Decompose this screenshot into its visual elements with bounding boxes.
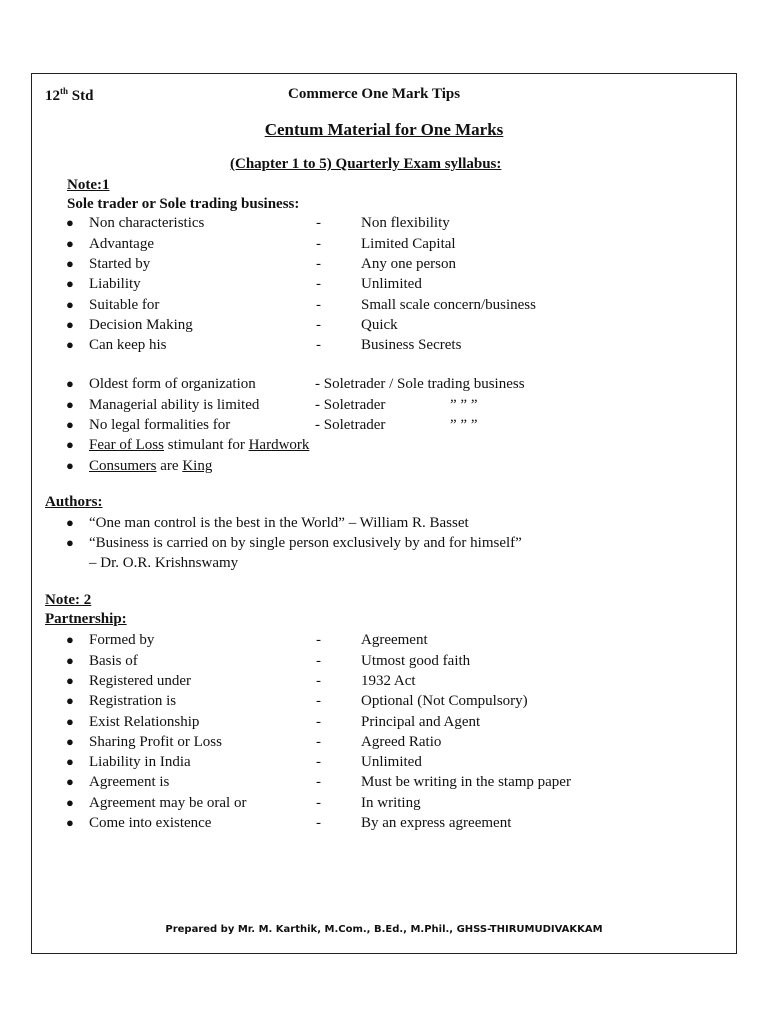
- list-item: ● Basis of - Utmost good faith: [66, 653, 471, 669]
- authors-heading: Authors:: [45, 494, 103, 510]
- author-attribution: – Dr. O.R. Krishnswamy: [89, 555, 239, 571]
- syllabus-subtitle: (Chapter 1 to 5) Quarterly Exam syllabus:: [230, 156, 502, 172]
- list-item: ● Liability in India - Unlimited: [66, 754, 422, 770]
- author-quote: ● “Business is carried on by single person exclusively by and for himself”: [66, 535, 522, 551]
- list-item: ● Sharing Profit or Loss - Agreed Ratio: [66, 734, 442, 750]
- list-item: ● Exist Relationship - Principal and Agent: [66, 714, 481, 730]
- course-title: Commerce One Mark Tips: [288, 86, 461, 102]
- list-item: ● Agreement is - Must be writing in the stamp paper: [66, 774, 571, 790]
- list-item: ● Registered under - 1932 Act: [66, 673, 416, 689]
- list-item: ● Started by - Any one person: [66, 256, 456, 272]
- note2-label: Note: 2: [45, 592, 92, 608]
- list-item: ● Formed by - Agreement: [66, 632, 428, 648]
- list-item: ● Come into existence - By an express agreement: [66, 815, 512, 831]
- list-item: ● Registration is - Optional (Not Compulsory): [66, 693, 528, 709]
- list-item: ● Oldest form of organization - Soletrader / Sole trading business: [66, 376, 525, 392]
- note1-label: Note:1: [67, 177, 110, 193]
- list-item: ● Managerial ability is limited - Soletrader ” ” ”: [66, 397, 478, 413]
- document-title: Centum Material for One Marks: [264, 120, 504, 139]
- footer-credit: Prepared by Mr. M. Karthik, M.Com., B.Ed., M.Phil., GHSS-THIRUMUDIVAKKAM: [165, 924, 603, 935]
- list-item: ● No legal formalities for - Soletrader ” ” ”: [66, 417, 478, 433]
- note2-heading: Partnership:: [45, 611, 127, 627]
- note1-heading: Sole trader or Sole trading business:: [67, 196, 300, 212]
- list-item: ● Fear of Loss stimulant for Hardwork: [66, 437, 310, 453]
- class-label: 12th Std: [45, 86, 94, 104]
- list-item: ● Decision Making - Quick: [66, 317, 398, 333]
- list-item: ● Advantage - Limited Capital: [66, 236, 456, 252]
- list-item: ● Non characteristics - Non flexibility: [66, 215, 450, 231]
- list-item: ● Suitable for - Small scale concern/business: [66, 297, 536, 313]
- list-item: ● Can keep his - Business Secrets: [66, 337, 462, 353]
- list-item: ● Consumers are King: [66, 458, 213, 474]
- list-item: ● Agreement may be oral or - In writing: [66, 795, 421, 811]
- list-item: ● Liability - Unlimited: [66, 276, 422, 292]
- author-quote: ● “One man control is the best in the World” – William R. Basset: [66, 515, 469, 531]
